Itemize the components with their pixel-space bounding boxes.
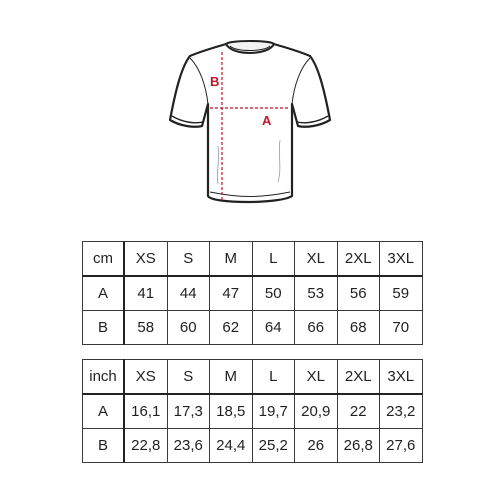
size-header: M: [210, 360, 253, 395]
size-header: M: [210, 242, 253, 277]
unit-label: cm: [83, 242, 125, 277]
table-header-row: [83, 242, 423, 277]
table-cell: 56: [337, 276, 380, 311]
table-cell: 50: [252, 276, 295, 311]
unit-label: inch: [83, 360, 125, 395]
table-cell: 70: [380, 311, 423, 345]
table-cell: 53: [295, 276, 338, 311]
size-header: XS: [124, 360, 167, 395]
table-row: [83, 311, 423, 345]
table-cell: 24,4: [210, 429, 253, 463]
table-cell: 22,8: [124, 429, 167, 463]
size-header: L: [252, 360, 295, 395]
table-cell: 19,7: [252, 394, 295, 429]
table-cell: 26,8: [337, 429, 380, 463]
table-cell: 62: [210, 311, 253, 345]
measure-label-b: B: [210, 74, 220, 89]
size-header: 3XL: [380, 242, 423, 277]
table-cell: 64: [252, 311, 295, 345]
table-cell: 25,2: [252, 429, 295, 463]
size-header: S: [167, 360, 210, 395]
table-cell: 22: [337, 394, 380, 429]
table-cell: 16,1: [124, 394, 167, 429]
size-header: 2XL: [337, 242, 380, 277]
table-row: [83, 276, 423, 311]
table-cell: 66: [295, 311, 338, 345]
table-cell: 27,6: [380, 429, 423, 463]
size-header: XL: [295, 360, 338, 395]
size-header: XL: [295, 242, 338, 277]
table-cell: 58: [124, 311, 167, 345]
table-cell: 68: [337, 311, 380, 345]
table-cell: 26: [295, 429, 338, 463]
table-cell: 20,9: [295, 394, 338, 429]
row-label: A: [83, 394, 125, 429]
size-header: 3XL: [380, 360, 423, 395]
table-row: [83, 394, 423, 429]
table-cell: 23,2: [380, 394, 423, 429]
table-cell: 17,3: [167, 394, 210, 429]
tshirt-illustration: [160, 36, 340, 216]
table-cell: 59: [380, 276, 423, 311]
measure-label-a: A: [262, 113, 272, 128]
table-cell: 41: [124, 276, 167, 311]
size-table-cm: [82, 241, 423, 345]
size-table-inch: [82, 359, 423, 463]
table-row: [83, 429, 423, 463]
size-header: S: [167, 242, 210, 277]
row-label: A: [83, 276, 125, 311]
table-cell: 18,5: [210, 394, 253, 429]
size-header: L: [252, 242, 295, 277]
size-header: 2XL: [337, 360, 380, 395]
row-label: B: [83, 311, 125, 345]
table-cell: 23,6: [167, 429, 210, 463]
row-label: B: [83, 429, 125, 463]
size-header: XS: [124, 242, 167, 277]
table-cell: 60: [167, 311, 210, 345]
table-cell: 44: [167, 276, 210, 311]
table-header-row: [83, 360, 423, 395]
table-cell: 47: [210, 276, 253, 311]
